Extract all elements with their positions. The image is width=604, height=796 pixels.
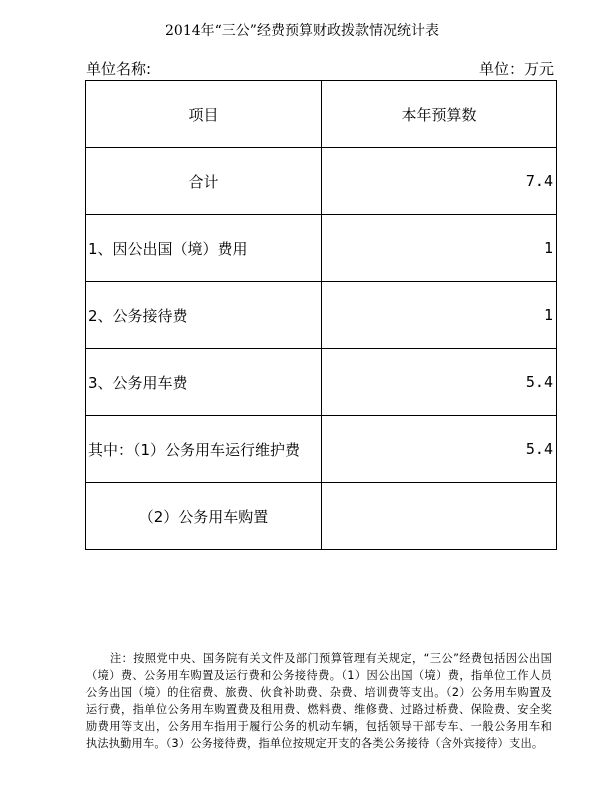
table-row [86, 215, 557, 282]
row-item-reception: 2、公务接待费 [86, 282, 322, 349]
table-row [86, 148, 557, 215]
page-title: 2014年“三公”经费预算财政拨款情况统计表 [165, 23, 439, 39]
row-value-travel: 1 [322, 215, 557, 282]
row-value-vehicle-operation: 5.4 [322, 416, 557, 483]
unit-name-label: 单位名称: [86, 60, 152, 78]
footnote: 注：按照党中央、国务院有关文件及部门预算管理有关规定，“三公”经费包括因公出国（境）费、公务用车购置及运行费和公务接待费。（1）因公出国（境）费，指单位工作人员公务出国（境）的住宿费、旅费、伙食补助费、杂费、培训费等支出。（2）公务用车购置及运行费，指单位公务用车购置费及租用费、燃料费、维修费、过路过桥费、保险费、安全奖励费用等支出，公务用车指用于履行公务的机动车辆，包括领导干部专车、一般公务用车和执法执勤用车。（3）公务接待费，指单位按规定开支的各类公务接待（含外宾接待）支出。 [86, 652, 552, 750]
row-value-vehicle-purchase [322, 483, 557, 550]
table-row [86, 416, 557, 483]
table-row [86, 282, 557, 349]
unit-label: 单位：万元 [478, 60, 554, 78]
row-item-total: 合计 [86, 148, 322, 215]
row-value-vehicle: 5.4 [322, 349, 557, 416]
budget-table [85, 80, 557, 550]
table-row [86, 349, 557, 416]
row-value-reception: 1 [322, 282, 557, 349]
header-item: 项目 [86, 81, 322, 148]
row-item-vehicle-operation: 其中：（1）公务用车运行维护费 [86, 416, 322, 483]
header-budget: 本年预算数 [322, 81, 557, 148]
row-item-vehicle: 3、公务用车费 [86, 349, 322, 416]
row-value-total: 7.4 [322, 148, 557, 215]
table-header-row [86, 81, 557, 148]
table-row [86, 483, 557, 550]
row-item-travel: 1、因公出国（境）费用 [86, 215, 322, 282]
row-item-vehicle-purchase: （2）公务用车购置 [86, 483, 322, 550]
